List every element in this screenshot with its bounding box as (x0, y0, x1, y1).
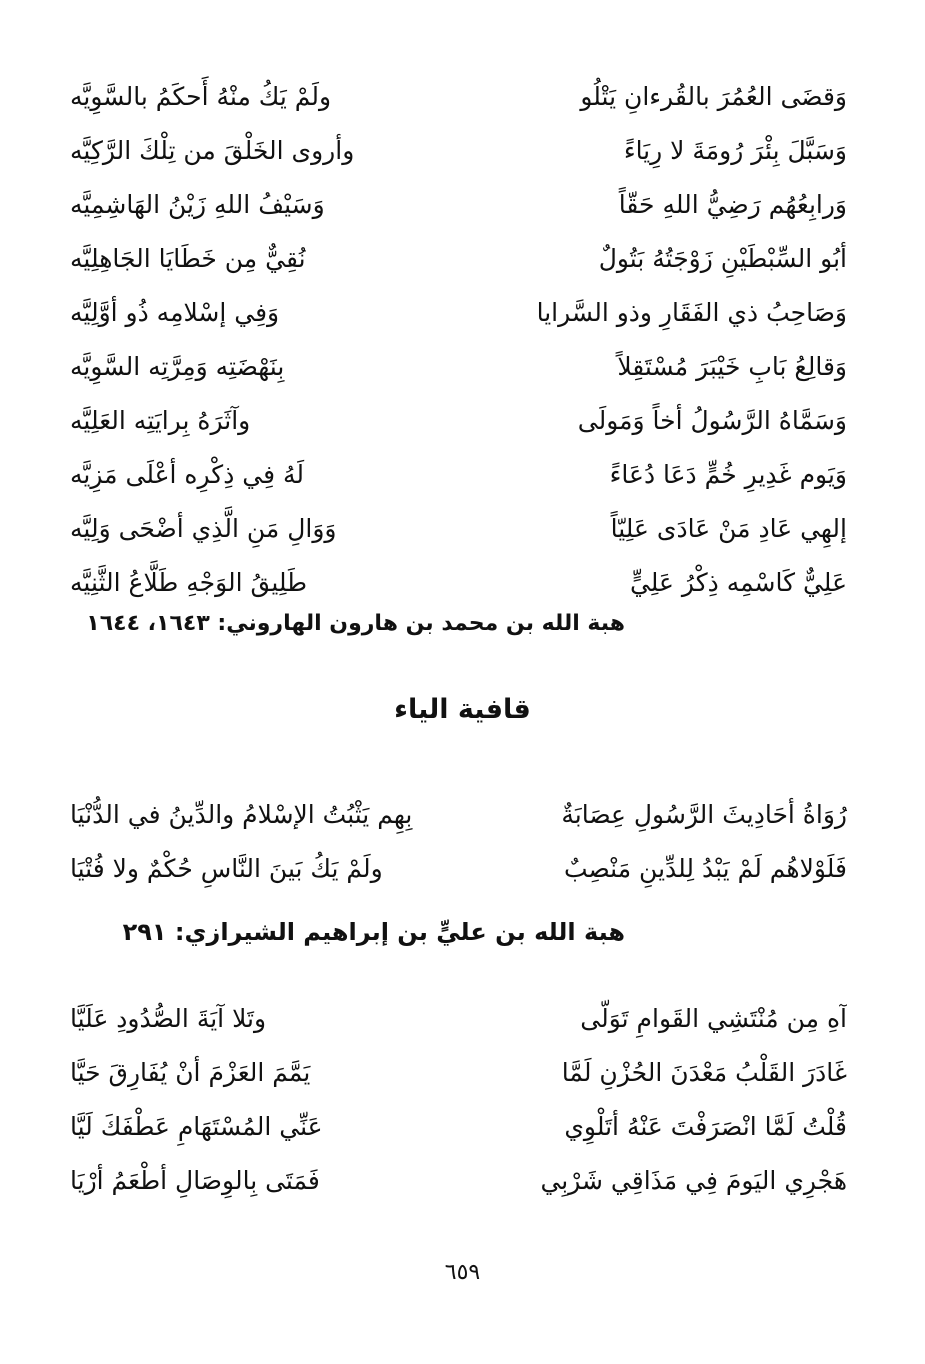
first-hemistich: هَجْرِي اليَومَ فِي مَذَاقِي شَرْبِي (540, 1166, 847, 1195)
first-hemistich: غَادَرَ القَلْبُ مَعْدَنَ الحُزْنِ لَمَّا (561, 1058, 847, 1087)
second-hemistich: وَفِي إسْلامِه ذُو أوَّلِيَّه (70, 298, 280, 327)
first-hemistich: إلهِي عَادِ مَنْ عَادَى عَلِيّاً (610, 514, 847, 543)
section-title: قافية الياء (394, 694, 531, 725)
first-hemistich: وَرابِعُهُم رَضِيُّ اللهِ حَقّاً (618, 190, 847, 219)
first-hemistich: وَقالِعُ بَابِ خَيْبَرَ مُسْتَقِلاً (617, 352, 847, 381)
verse (70, 1100, 847, 1154)
second-hemistich: بِهِم يَثْبُتُ الإسْلامُ والدِّينُ في الدُّنْيَا (70, 800, 413, 829)
second-hemistich: ولَمْ يَكُ بَينَ النَّاسِ حُكْمٌ ولا فُتْيَا (70, 854, 383, 883)
verse (70, 448, 847, 502)
verse (70, 556, 847, 610)
second-hemistich: عَنِّي المُسْتَهَامِ عَطْفَكَ لَيَّا (70, 1112, 323, 1141)
verse (70, 124, 847, 178)
verse (70, 232, 847, 286)
second-hemistich: يَمَّمَ العَزْمَ أنْ يُفَارِقَ حَيَّا (70, 1058, 311, 1087)
page-number: ٦٥٩ (444, 1260, 481, 1285)
poet-attribution: هبة الله بن عليٍّ بن إبراهيم الشيرازي: ٢٩١ (122, 918, 625, 946)
second-hemistich: وَوَالِ مَنِ الَّذِي أضْحَى وَلِيَّه (70, 514, 337, 543)
second-hemistich: وَسَيْفُ اللهِ زَيْنُ الهَاشِمِيَّه (70, 190, 325, 219)
first-hemistich: فَلَوْلاهُم لَمْ يَبْدُ لِلدِّينِ مَنْصِبٌ (563, 854, 847, 883)
verse (70, 340, 847, 394)
first-hemistich: وَسَمَّاهُ الرَّسُولُ أخاً وَمَولَى (577, 406, 847, 435)
first-hemistich: آهِ مِن مُنْتَشِي القَوامِ تَوَلّى (580, 1004, 847, 1033)
first-hemistich: وَصَاحِبُ ذي الفَقَارِ وذو السَّرايا (536, 298, 847, 327)
poet-attribution: هبة الله بن محمد بن هارون الهاروني: ١٦٤٣، ١٦٤٤ (86, 611, 625, 636)
verse (70, 394, 847, 448)
verse (70, 286, 847, 340)
first-hemistich: قُلْتُ لَمَّا انْصَرَفْتَ عَنْهُ أتَلْوِي (564, 1112, 847, 1141)
verse (70, 178, 847, 232)
second-hemistich: فَمَتَى بِالوِصَالِ أطْعَمُ أرْيَا (70, 1166, 320, 1195)
second-hemistich: لَهُ فِي ذِكْرِه أعْلَى مَزِيَّه (70, 460, 305, 489)
verse (70, 502, 847, 556)
second-hemistich: وأروى الخَلْقَ من تِلْكَ الرَّكِيَّه (70, 136, 355, 165)
first-hemistich: وَسَبَّلَ بِئْرَ رُومَةَ لا رِيَاءً (623, 136, 847, 165)
first-hemistich: عَلِيٌّ كَاسْمِه ذِكْرُ عَلِيٍّ (629, 568, 847, 597)
second-hemistich: وتَلا آيَةَ الصُّدُودِ عَلَيَّا (70, 1004, 267, 1033)
verse (70, 842, 847, 896)
first-hemistich: وَقضَى العُمُرَ بالقُرءانِ يَتْلُو (580, 82, 847, 111)
verse (70, 70, 847, 124)
verse (70, 992, 847, 1046)
stanza-lament (70, 992, 847, 1208)
first-hemistich: رُوَاةُ أحَادِيثَ الرَّسُولِ عِصَابَةٌ (561, 800, 847, 829)
first-hemistich: أبُو السِّبْطَيْنِ زَوْجَتُهُ بَتُولٌ (598, 244, 847, 273)
second-hemistich: ولَمْ يَكُ منْهُ أَحكَمُ بالسَّوِيَّه (70, 82, 332, 111)
second-hemistich: طَلِيقُ الوَجْهِ طَلَّاعُ الثَّنِيَّه (70, 568, 308, 597)
second-hemistich: بِنَهْضَتِه وَمِرَّتِه السَّوِيَّه (70, 352, 285, 381)
stanza-narrators (70, 788, 847, 896)
verse (70, 1046, 847, 1100)
stanza-ali-praise (70, 70, 847, 610)
second-hemistich: وآثَرَهُ بِرايَتِه العَلِيَّه (70, 406, 251, 435)
first-hemistich: وَيَوم غَدِيرِ خُمٍّ دَعَا دُعَاءً (609, 460, 847, 489)
verse (70, 788, 847, 842)
verse (70, 1154, 847, 1208)
second-hemistich: نُقِيٌّ مِن خَطَايَا الجَاهِلِيَّه (70, 244, 306, 273)
